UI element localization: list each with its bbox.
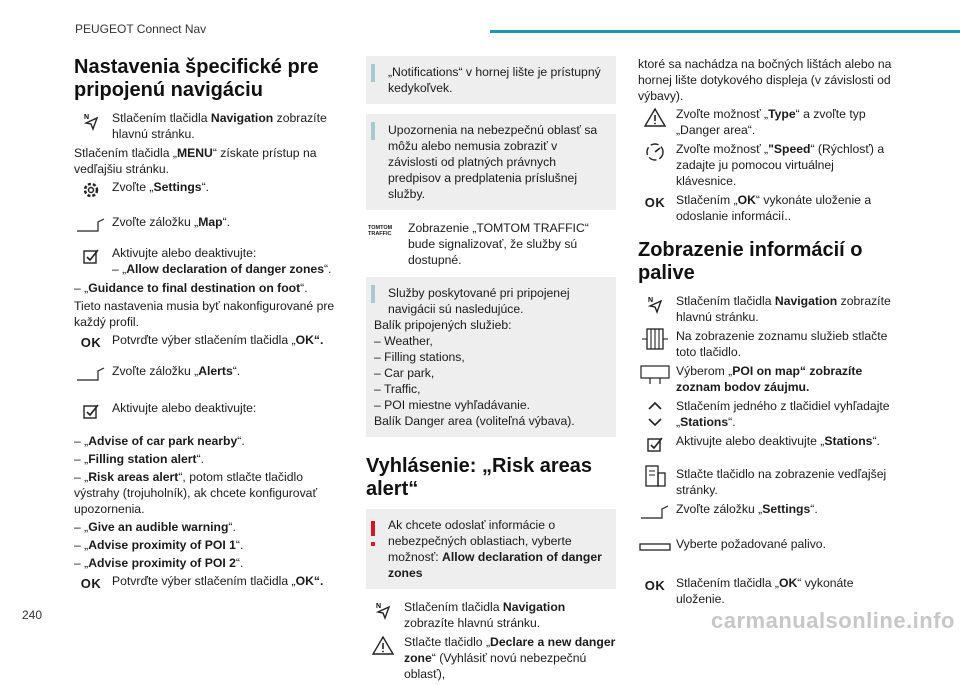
text: “. [232, 364, 241, 378]
bold-text: OK [778, 576, 798, 590]
bold-text: OK [737, 193, 756, 207]
text: Aktivujte alebo deaktivujte „ [676, 434, 825, 448]
tab-icon [74, 363, 108, 385]
text: Stlačením „ [676, 193, 738, 207]
bold-text: Allow declaration of danger zones [388, 550, 602, 580]
text: “. [201, 180, 210, 194]
section-heading-risk-areas: Vyhlásenie: „Risk areas alert“ [366, 455, 593, 500]
text: Stlačte tlačidlo na zobrazenie vedľajšej stránky. [676, 467, 887, 497]
text: zobrazíte hlavnú stránku. [112, 111, 327, 141]
tab-icon [638, 501, 672, 523]
info-icon-bar [371, 126, 375, 140]
text: Zvoľte „ [112, 180, 154, 194]
text: zobrazíte hlavnú stránku. [404, 616, 541, 630]
step-activate [74, 245, 336, 277]
checkbox-icon [74, 245, 108, 267]
text: – „ [74, 556, 89, 570]
step-save-ok [638, 575, 894, 607]
text: “. [728, 415, 736, 429]
bold-text: Advise of car park nearby [88, 434, 238, 448]
step-speed [638, 141, 894, 189]
list-item [112, 261, 336, 277]
svg-text:N: N [376, 603, 382, 610]
tomtom-icon-label: TOMTOM TRAFFIC [368, 225, 393, 237]
ok-icon: OK [644, 578, 666, 593]
bold-text: Risk areas alert [88, 470, 179, 484]
note-line: – Car park, [374, 366, 435, 380]
text: Zvoľte možnosť „ [676, 142, 769, 156]
bold-text: Give an audible warning [88, 520, 229, 534]
text: Výberom „ [676, 364, 733, 378]
text: Stlačením tlačidla [404, 600, 503, 614]
bold-text: POI on map“ zobrazíte zoznam bodov záujmu. [676, 364, 863, 394]
text: Stlačte tlačidlo „ [404, 635, 491, 649]
text: Stlačením tlačidla „ [676, 576, 779, 590]
text: “ a zvoľte typ „Danger area“. [676, 107, 866, 137]
text: – „ [74, 434, 89, 448]
step-activate-stations [638, 433, 894, 455]
navigation-icon [638, 293, 672, 315]
bold-text: Type [768, 107, 796, 121]
text: “. [235, 556, 244, 570]
text: Aktivujte alebo deaktivujte: [112, 401, 257, 415]
ok-icon: OK [80, 335, 102, 350]
note-line: – POI miestne vyhľadávanie. [374, 398, 530, 412]
warning-note [366, 509, 616, 589]
bold-text: Settings [762, 502, 811, 516]
text: “. [872, 434, 880, 448]
note-line: Balík pripojených služieb: [374, 318, 512, 332]
poi-map-icon [638, 363, 672, 385]
svg-text:N: N [84, 114, 90, 121]
text: “ vykonáte uloženie a odoslanie informácií.. [676, 193, 872, 223]
text: Zobrazenie „TOMTOM TRAFFIC“ bude signalizovať, že služby sú dostupné. [408, 221, 589, 267]
bold-text: OK“. [295, 574, 324, 588]
text: Stlačením tlačidla [112, 111, 211, 125]
text: “ získate prístup na vedľajšiu stránku. [74, 146, 317, 176]
step-settings-tab [638, 501, 894, 523]
step-alerts-tab [74, 363, 336, 385]
step-confirm-ok [74, 332, 336, 354]
bold-text: Stations [824, 434, 873, 448]
column-1 [74, 56, 336, 598]
text: Stlačením tlačidla [676, 294, 775, 308]
step-type [638, 106, 894, 138]
text: Zvoľte záložku „ [676, 502, 763, 516]
bold-text: "Speed [768, 142, 811, 156]
warning-icon-dot [371, 542, 375, 546]
note-line: – Weather, [374, 334, 433, 348]
list-item [74, 433, 336, 449]
note-text: „Notifications“ v hornej lište je prístupný kedykoľvek. [388, 65, 601, 95]
header-accent-bar [490, 30, 960, 33]
tab-icon [74, 214, 108, 236]
warning-icon-bar [371, 521, 375, 536]
step-declare-danger [366, 634, 616, 682]
text: Zvoľte záložku „ [112, 215, 199, 229]
tomtom-traffic-row [366, 220, 616, 268]
text: Potvrďte výber stlačením tlačidla „ [112, 333, 296, 347]
bold-text: Declare a new danger zone [404, 635, 616, 665]
svg-text:N: N [648, 297, 654, 304]
ok-icon: OK [80, 576, 102, 591]
column-3 [638, 56, 894, 610]
paragraph: Tieto nastavenia musia byť nakonfigurované pre každý profil. [74, 299, 335, 329]
step-settings [74, 179, 336, 201]
step-services-list [638, 328, 894, 360]
bold-text: Alerts [198, 364, 233, 378]
paragraph: ktoré sa nachádza na bočných lištách alebo na hornej lište dotykového displeja (v závislosti od výbavy). [638, 57, 892, 103]
bold-text: Navigation [502, 600, 566, 614]
step-activate-alerts [74, 400, 336, 422]
list-item [74, 555, 336, 571]
text: “ (Rýchlosť) a zadajte ju pomocou virtuálnej klávesnice. [676, 142, 885, 188]
text: – „ [74, 520, 89, 534]
note-text: Služby poskytované pri pripojenej navigácii sú nasledujúce. [388, 286, 570, 316]
text: – „ [74, 470, 89, 484]
bold-text: Advise proximity of POI 1 [88, 538, 236, 552]
bold-text: Stations [680, 415, 729, 429]
bold-text: MENU [176, 146, 213, 160]
bold-text: Advise proximity of POI 2 [88, 556, 236, 570]
header-title: PEUGEOT Connect Nav [75, 22, 207, 36]
text: “. [235, 538, 244, 552]
bold-text: Navigation [774, 294, 838, 308]
page-number: 240 [22, 608, 43, 622]
column-2 [366, 56, 616, 685]
ok-icon: OK [644, 195, 666, 210]
text: – „ [74, 452, 89, 466]
list-item [74, 451, 336, 467]
text: “. [228, 520, 236, 534]
text: “. [222, 215, 231, 229]
text: “. [300, 281, 308, 295]
text: “, potom stlačte tlačidlo výstrahy (trojuholník), ak chcete konfigurovať upozornenia. [74, 470, 318, 516]
info-icon-bar [371, 68, 375, 82]
note-line: – Filling stations, [374, 350, 465, 364]
section-heading-connected-nav: Nastavenia špecifické pre pripojenú navigáciu [74, 56, 319, 101]
footer-watermark [0, 608, 960, 634]
paragraph [74, 145, 336, 177]
bold-text: Guidance to final destination on foot [88, 281, 301, 295]
text: “ (Vyhlásiť novú nebezpečnú oblasť), [404, 651, 587, 681]
bold-text: Settings [153, 180, 202, 194]
note-line: – Traffic, [374, 382, 421, 396]
step-navigation [74, 110, 336, 142]
step-secondary-page [638, 466, 894, 498]
step-map-tab [74, 214, 336, 236]
up-down-arrows-icon [638, 398, 672, 430]
text: “ vykonáte uloženie. [676, 576, 854, 606]
text: Na zobrazenie zoznamu služieb stlačte toto tlačidlo. [676, 329, 888, 359]
text: “. [323, 262, 332, 276]
note-line: Balík Danger area (voliteľná výbava). [374, 414, 575, 428]
text: – „ [74, 281, 89, 295]
list-item [74, 537, 336, 553]
services-list-icon [638, 328, 672, 350]
step-confirm-ok-2 [74, 573, 336, 595]
info-note [366, 56, 616, 104]
secondary-page-icon [638, 466, 672, 488]
note-text: Ak chcete odoslať informácie o nebezpečných oblastiach, vyberte možnosť: [388, 518, 572, 564]
text: Zvoľte možnosť „ [676, 107, 769, 121]
step-select-fuel [638, 536, 894, 558]
checkbox-icon [638, 433, 672, 455]
alerts-list [74, 433, 336, 571]
text: Aktivujte alebo deaktivujte: [112, 246, 257, 260]
text: Stlačením jedného z tlačidiel vyhľadajte „ [676, 399, 890, 429]
list-item [74, 469, 336, 517]
text: “. [237, 434, 245, 448]
text: “. [196, 452, 205, 466]
info-icon-bar [371, 289, 375, 303]
fuel-select-bar-icon [638, 536, 672, 558]
watermark-text: carmanualsonline.info [711, 608, 955, 633]
bold-text: Allow declaration of danger zones [126, 262, 324, 276]
info-note [366, 114, 616, 210]
text: Stlačením tlačidla „ [74, 146, 177, 160]
navigation-icon [74, 110, 108, 132]
list-item [74, 519, 336, 535]
list-item [74, 280, 336, 296]
warning-triangle-icon [366, 634, 400, 656]
tomtom-traffic-icon [366, 220, 404, 242]
text: – „ [112, 262, 127, 276]
step-search-stations [638, 398, 894, 430]
warning-triangle-icon [638, 106, 672, 128]
step-save-ok [638, 192, 894, 224]
info-note [366, 277, 616, 437]
text: zobrazíte hlavnú stránku. [676, 294, 891, 324]
checkbox-icon [74, 400, 108, 422]
speedometer-icon [638, 141, 672, 163]
text: Zvoľte záložku „ [112, 364, 199, 378]
note-text: Upozornenia na nebezpečnú oblasť sa môžu alebo nemusia zobraziť v závislosti od platných právnych predpisov a predplatenia príslušnej služby. [388, 123, 598, 201]
text: Vyberte požadované palivo. [676, 537, 826, 551]
bold-text: Map [198, 215, 223, 229]
step-navigation [638, 293, 894, 325]
section-heading-fuel-info: Zobrazenie informácií o palive [638, 239, 863, 284]
step-poi-on-map [638, 363, 894, 395]
text: “. [810, 502, 818, 516]
gear-icon [74, 179, 108, 201]
bold-text: Filling station alert [88, 452, 197, 466]
bold-text: OK“. [295, 333, 324, 347]
text: – „ [74, 538, 89, 552]
text: Potvrďte výber stlačením tlačidla „ [112, 574, 296, 588]
bold-text: Navigation [210, 111, 274, 125]
